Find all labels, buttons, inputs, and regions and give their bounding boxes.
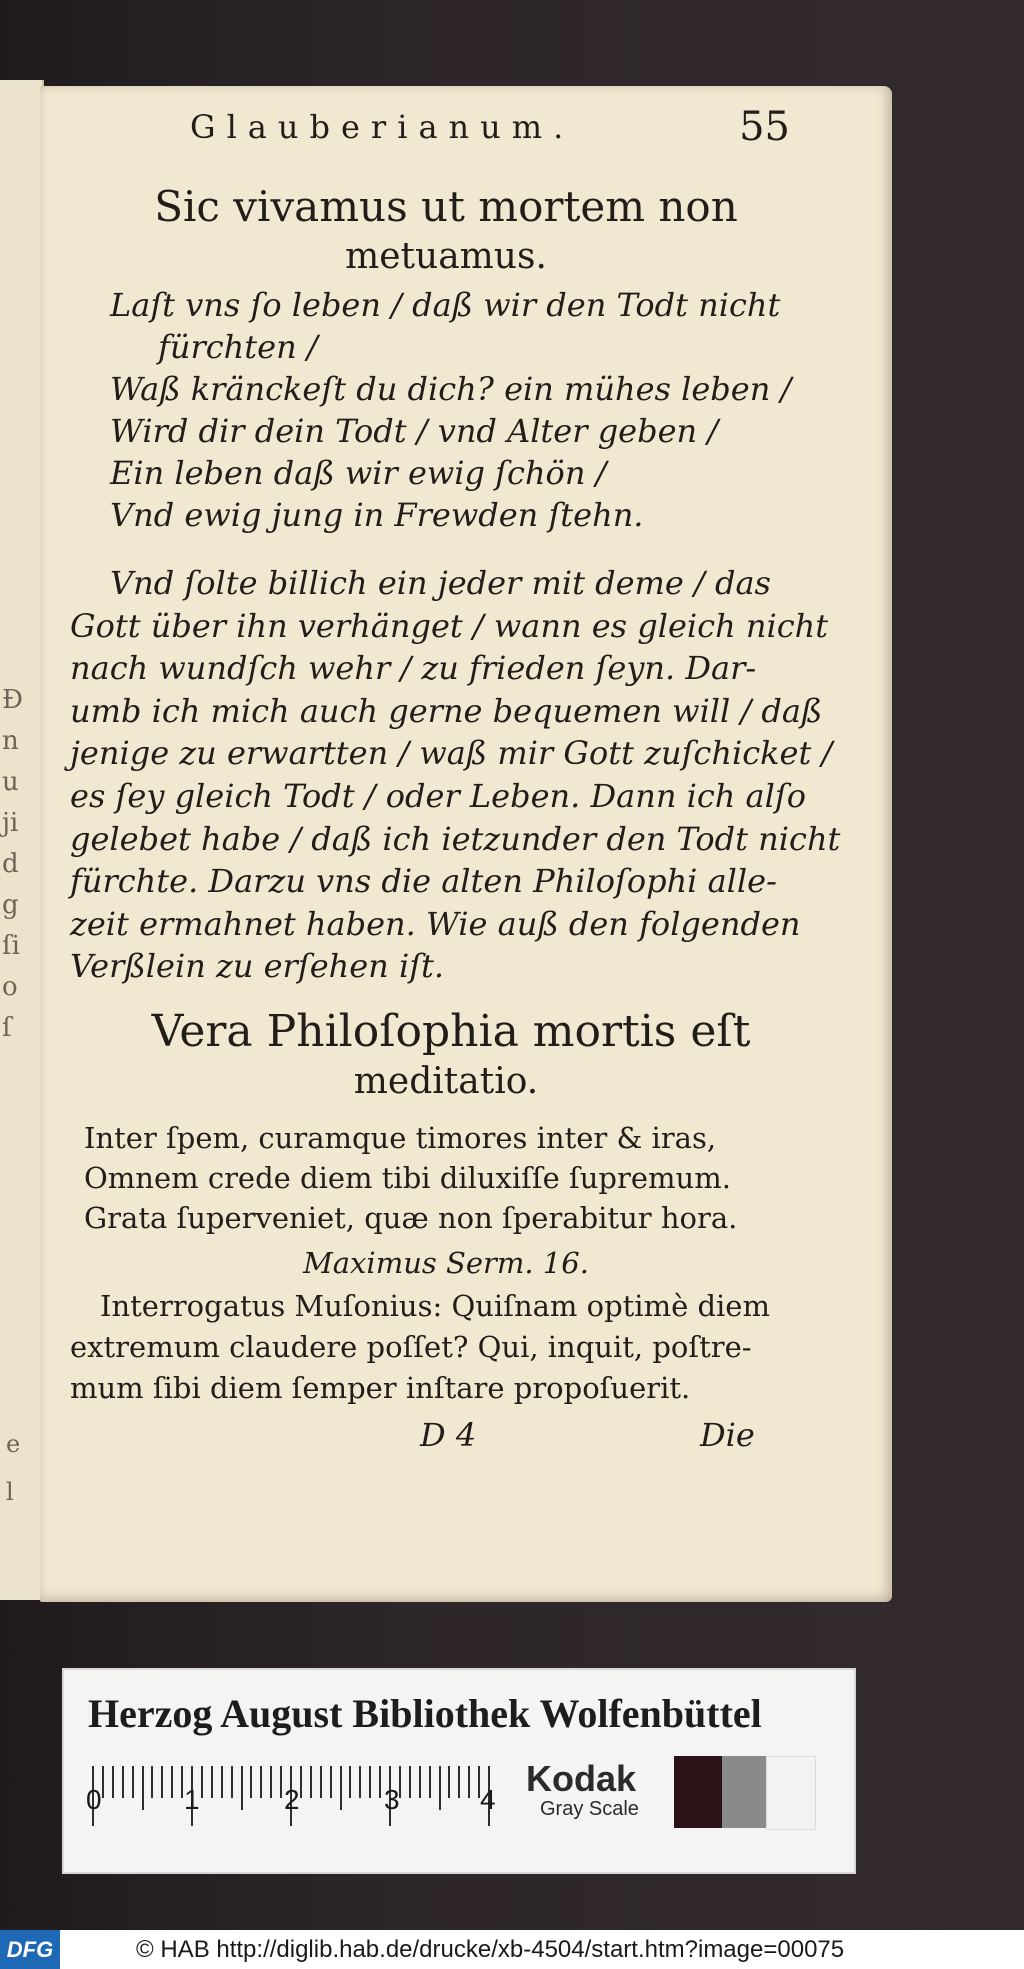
prose-line: gelebet habe / daß ich ietzunder den Todt nicht bbox=[70, 819, 841, 858]
signature-mark: D 4 bbox=[420, 1416, 477, 1454]
ruler-tick bbox=[161, 1766, 163, 1798]
verse-line: Inter ſpem, curamque timores inter & iras, bbox=[84, 1121, 717, 1155]
ruler-tick bbox=[458, 1766, 460, 1798]
ruler-tick bbox=[211, 1766, 213, 1798]
prose-line: Interrogatus Muſonius: Quiſnam optimè diem bbox=[100, 1289, 770, 1323]
prose-line: Verßlein zu erſehen iſt. bbox=[70, 947, 445, 986]
ruler-tick bbox=[250, 1766, 252, 1798]
ruler-tick bbox=[429, 1766, 431, 1798]
ruler-tick bbox=[132, 1766, 134, 1798]
prose-line: extremum claudere poſſet? Qui, inquit, poſtre- bbox=[70, 1330, 752, 1364]
ruler-tick bbox=[231, 1766, 233, 1798]
ruler-tick bbox=[122, 1766, 124, 1798]
latin-verse bbox=[84, 1118, 814, 1238]
ruler-tick bbox=[102, 1766, 104, 1798]
swatch-dark bbox=[674, 1756, 722, 1828]
heading-2-line-1: Vera Philoſophia mortis eſt bbox=[151, 1006, 751, 1057]
book-page bbox=[40, 86, 892, 1602]
ruler-tick bbox=[349, 1766, 351, 1798]
verse-line: Omnem crede diem tibi diluxiſſe ſupremum. bbox=[84, 1161, 731, 1195]
ruler-tick bbox=[280, 1766, 282, 1798]
ruler-tick bbox=[340, 1766, 342, 1810]
ruler-tick bbox=[151, 1766, 153, 1798]
ruler-tick bbox=[181, 1766, 183, 1798]
previous-page-edge bbox=[0, 80, 44, 1600]
previous-page-glyphs: Ð n u ji d g ſi o ſ bbox=[2, 685, 23, 1043]
citation: Maximus Serm. 16. bbox=[303, 1246, 589, 1280]
catchword: Die bbox=[700, 1416, 755, 1454]
verse-line: Wird dir dein Todt / vnd Alter geben / bbox=[110, 412, 719, 450]
verse-line: Vnd ewig jung in Frewden ſtehn. bbox=[110, 496, 644, 534]
ruler-tick bbox=[201, 1766, 203, 1798]
swatch-gray bbox=[722, 1756, 766, 1828]
ruler-tick bbox=[359, 1766, 361, 1798]
ruler-tick bbox=[270, 1766, 272, 1798]
dfg-logo: DFG bbox=[0, 1930, 60, 1969]
verse-line: fürchten / bbox=[158, 328, 318, 366]
previous-page-glyphs-lower: e l bbox=[6, 1430, 21, 1506]
ruler-number: 2 bbox=[284, 1784, 300, 1815]
verse-line: Laſt vns ſo leben / daß wir den Todt nicht bbox=[110, 286, 781, 324]
ruler-number: 1 bbox=[184, 1784, 200, 1815]
ruler-number: 3 bbox=[384, 1784, 400, 1815]
running-head-title: Glauberianum. bbox=[190, 108, 575, 146]
ruler-tick bbox=[221, 1766, 223, 1798]
ruler-tick bbox=[369, 1766, 371, 1798]
prose-line: nach wundſch wehr / zu frieden ſeyn. Dar- bbox=[70, 649, 757, 688]
ruler-tick bbox=[379, 1766, 381, 1798]
kodak-label bbox=[526, 1758, 639, 1821]
ruler-tick bbox=[419, 1766, 421, 1798]
ruler-tick bbox=[468, 1766, 470, 1798]
ruler-tick bbox=[142, 1766, 144, 1810]
ruler-tick bbox=[439, 1766, 441, 1810]
ruler-tick bbox=[112, 1766, 114, 1798]
footer-bar bbox=[0, 1930, 1024, 1969]
german-prose bbox=[70, 562, 841, 988]
prose-line: umb ich mich auch gerne bequemen will / daß bbox=[70, 691, 823, 730]
color-reference-card bbox=[62, 1668, 856, 1874]
ruler-tick bbox=[260, 1766, 262, 1798]
prose-line: mum ſibi diem ſemper inſtare propoſuerit. bbox=[70, 1371, 691, 1405]
heading-1-line-2: metuamus. bbox=[345, 236, 547, 277]
prose-line: jenige zu erwartten / waß mir Gott zuſchicket / bbox=[70, 734, 833, 773]
ruler-number: 4 bbox=[480, 1784, 496, 1815]
verse-line: Waß kränckeſt du dich? ein mühes leben / bbox=[110, 370, 792, 408]
heading-1-line-1: Sic vivamus ut mortem non bbox=[154, 182, 738, 231]
library-name: Herzog August Bibliothek Wolfenbüttel bbox=[88, 1691, 762, 1736]
prose-line: zeit ermahnet haben. Wie auß den folgenden bbox=[70, 904, 801, 943]
ruler-tick bbox=[448, 1766, 450, 1798]
ruler-number: 0 bbox=[86, 1784, 102, 1815]
ruler-tick bbox=[310, 1766, 312, 1798]
swatch-white bbox=[766, 1756, 816, 1830]
prose-line: fürchte. Darzu vns die alten Philoſophi alle- bbox=[70, 862, 777, 901]
german-verse bbox=[110, 284, 810, 536]
kodak-brand: Kodak bbox=[526, 1758, 637, 1799]
ruler-tick bbox=[409, 1766, 411, 1798]
running-head bbox=[190, 104, 790, 158]
prose-line: es ſey gleich Todt / oder Leben. Dann ich alſo bbox=[70, 776, 806, 815]
copyright-credit: © HAB http://diglib.hab.de/drucke/xb-4504/start.htm?image=00075 bbox=[136, 1936, 845, 1963]
prose-line: Vnd ſolte billich ein jeder mit deme / das bbox=[110, 564, 771, 602]
ruler-tick bbox=[241, 1766, 243, 1810]
verse-line: Grata ſuperveniet, quæ non ſperabitur hora. bbox=[84, 1201, 738, 1235]
ruler-tick bbox=[300, 1766, 302, 1798]
ruler-tick bbox=[171, 1766, 173, 1798]
ruler-tick bbox=[320, 1766, 322, 1798]
page-number: 55 bbox=[739, 104, 790, 150]
heading-2-line-2: meditatio. bbox=[353, 1061, 539, 1102]
ruler-tick bbox=[330, 1766, 332, 1798]
gray-scale-label: Gray Scale bbox=[540, 1798, 639, 1820]
prose-line: Gott über ihn verhänget / wann es gleich nicht bbox=[70, 606, 829, 645]
verse-line: Ein leben daß wir ewig ſchön / bbox=[110, 454, 607, 492]
latin-prose bbox=[70, 1286, 810, 1409]
